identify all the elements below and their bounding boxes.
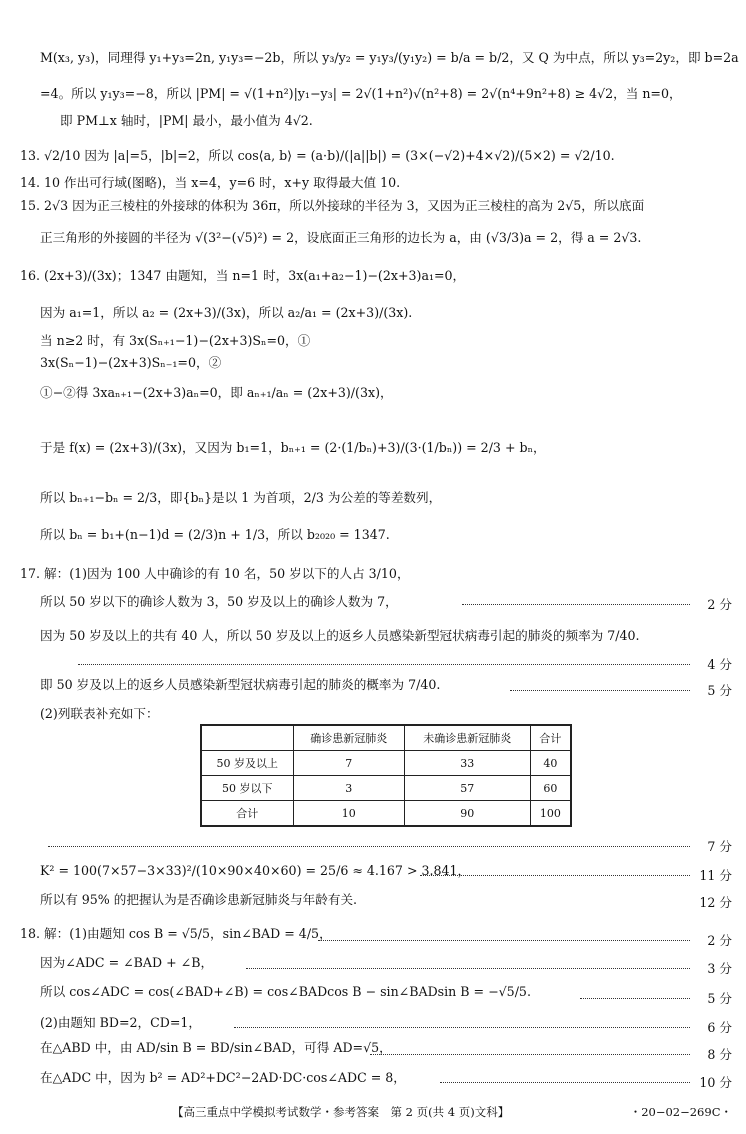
table-cell: 3 — [293, 776, 404, 801]
dotted-leader — [462, 604, 690, 605]
text-line: 因为 50 岁及以上的共有 40 人，所以 50 岁及以上的返乡人员感染新型冠状病毒引起的肺炎的频率为 7/40. — [40, 628, 640, 643]
text-line: K² = 100(7×57−3×33)²/(10×90×40×60) = 25/6 ≈ 4.167 > 3.841， — [40, 863, 471, 878]
text-line: 在△ABD 中，由 AD/sin B = BD/sin∠BAD，可得 AD=√5， — [40, 1040, 392, 1055]
dotted-leader — [420, 875, 690, 876]
table-cell: 40 — [530, 751, 571, 776]
text-line: 因为 a₁=1，所以 a₂ = (2x+3)/(3x)，所以 a₂/a₁ = (2x+3)/(3x). — [40, 305, 413, 320]
dotted-leader — [48, 846, 690, 847]
dotted-leader — [318, 940, 690, 941]
dotted-leader — [440, 1082, 690, 1083]
text-line: 于是 f(x) = (2x+3)/(3x)，又因为 b₁=1，bₙ₊₁ = (2·(1/bₙ)+3)/(3·(1/bₙ)) = 2/3 + bₙ， — [40, 440, 546, 455]
text-line: 当 n≥2 时，有 3x(Sₙ₊₁−1)−(2x+3)Sₙ=0，① — [40, 333, 311, 348]
footer-code: ・20−02−269C・ — [629, 1105, 732, 1119]
dotted-leader — [370, 1054, 690, 1055]
score-points: 10 分 — [699, 1075, 732, 1090]
score-points: 5 分 — [707, 683, 732, 698]
table-cell: 合计 — [530, 725, 571, 751]
dotted-leader — [580, 998, 690, 999]
contingency-table — [200, 724, 572, 827]
dotted-leader — [510, 690, 690, 691]
table-cell: 10 — [293, 801, 404, 827]
text-line: 在△ADC 中，因为 b² = AD²+DC²−2AD·DC·cos∠ADC = 8， — [40, 1070, 406, 1085]
score-points: 6 分 — [707, 1020, 732, 1035]
score-points: 12 分 — [699, 895, 732, 910]
text-line: 所以 cos∠ADC = cos(∠BAD+∠B) = cos∠BADcos B − sin∠BADsin B = −√5/5. — [40, 984, 531, 999]
problem-17-line: 17. 解：(1)因为 100 人中确诊的有 10 名，50 岁以下的人占 3/10， — [20, 566, 410, 581]
table-cell: 7 — [293, 751, 404, 776]
text-line: 所以 bₙ = b₁+(n−1)d = (2/3)n + 1/3，所以 b₂₀₂₀ = 1347. — [40, 527, 390, 542]
table-cell: 90 — [404, 801, 530, 827]
dotted-leader — [234, 1027, 690, 1028]
table-cell: 33 — [404, 751, 530, 776]
table-row — [201, 751, 571, 776]
problem-15-line: 15. 2√3 因为正三棱柱的外接球的体积为 36π，所以外接球的半径为 3，又因为正三棱柱的高为 2√5，所以底面 — [20, 198, 645, 213]
text-line: (2)由题知 BD=2，CD=1， — [40, 1015, 202, 1030]
score-points: 2 分 — [707, 933, 732, 948]
table-cell: 57 — [404, 776, 530, 801]
table-cell: 100 — [530, 801, 571, 827]
score-points: 3 分 — [707, 961, 732, 976]
text-line: 因为∠ADC = ∠BAD + ∠B， — [40, 955, 214, 970]
text-line: 3x(Sₙ−1)−(2x+3)Sₙ₋₁=0，② — [40, 355, 222, 370]
text-line: =4。所以 y₁y₃=−8，所以 |PM| = √(1+n²)|y₁−y₃| = 2√(1+n²)√(n²+8) = 2√(n⁴+9n²+8) ≥ 4√2，当 n=0， — [40, 86, 682, 101]
table-cell: 未确诊患新冠肺炎 — [404, 725, 530, 751]
text-line: M(x₃, y₃)，同理得 y₁+y₃=2n, y₁y₃=−2b，所以 y₃/y₂ = y₁y₃/(y₁y₂) = b/a = b/2，又 Q 为中点，所以 y₃=2y₂，即 b=2a — [40, 50, 739, 65]
text-line: 所以 bₙ₊₁−bₙ = 2/3，即{bₙ}是以 1 为首项，2/3 为公差的等差数列， — [40, 490, 442, 505]
text-line: 即 50 岁及以上的返乡人员感染新型冠状病毒引起的肺炎的概率为 7/40. — [40, 677, 441, 692]
table-row — [201, 801, 571, 827]
table-cell: 50 岁及以上 — [201, 751, 293, 776]
problem-13-line: 13. √2/10 因为 |a|=5，|b|=2，所以 cos⟨a, b⟩ = (a·b)/(|a||b|) = (3×(−√2)+4×√2)/(5×2) = √2/10. — [20, 148, 615, 163]
text-line: 即 PM⊥x 轴时，|PM| 最小，最小值为 4√2. — [60, 113, 313, 128]
table-row — [201, 776, 571, 801]
table-header-row — [201, 725, 571, 751]
table-cell — [201, 725, 293, 751]
score-points: 4 分 — [707, 657, 732, 672]
score-points: 8 分 — [707, 1047, 732, 1062]
score-points: 5 分 — [707, 991, 732, 1006]
score-points: 11 分 — [699, 868, 732, 883]
problem-14-line: 14. 10 作出可行域(图略)，当 x=4，y=6 时，x+y 取得最大值 10. — [20, 175, 401, 190]
problem-16-line: 16. (2x+3)/(3x)；1347 由题知，当 n=1 时，3x(a₁+a₂−1)−(2x+3)a₁=0， — [20, 268, 466, 283]
table-cell: 合计 — [201, 801, 293, 827]
text-line: ①−②得 3xaₙ₊₁−(2x+3)aₙ=0，即 aₙ₊₁/aₙ = (2x+3)/(3x)， — [40, 385, 393, 400]
table-cell: 60 — [530, 776, 571, 801]
score-points: 7 分 — [707, 839, 732, 854]
score-points: 2 分 — [707, 597, 732, 612]
footer-title: 【高三重点中学模拟考试数学・参考答案 第 2 页(共 4 页)文科】 — [172, 1105, 510, 1119]
table-cell: 50 岁以下 — [201, 776, 293, 801]
text-line: 所以 50 岁以下的确诊人数为 3，50 岁及以上的确诊人数为 7， — [40, 594, 398, 609]
dotted-leader — [246, 968, 690, 969]
table-cell: 确诊患新冠肺炎 — [293, 725, 404, 751]
problem-18-line: 18. 解：(1)由题知 cos B = √5/5，sin∠BAD = 4/5， — [20, 926, 332, 941]
text-line: (2)列联表补充如下： — [40, 706, 159, 721]
text-line: 正三角形的外接圆的半径为 √(3²−(√5)²) = 2，设底面正三角形的边长为 a，由 (√3/3)a = 2，得 a = 2√3. — [40, 230, 642, 245]
dotted-leader — [78, 664, 690, 665]
text-line: 所以有 95% 的把握认为是否确诊患新冠肺炎与年龄有关. — [40, 892, 358, 907]
